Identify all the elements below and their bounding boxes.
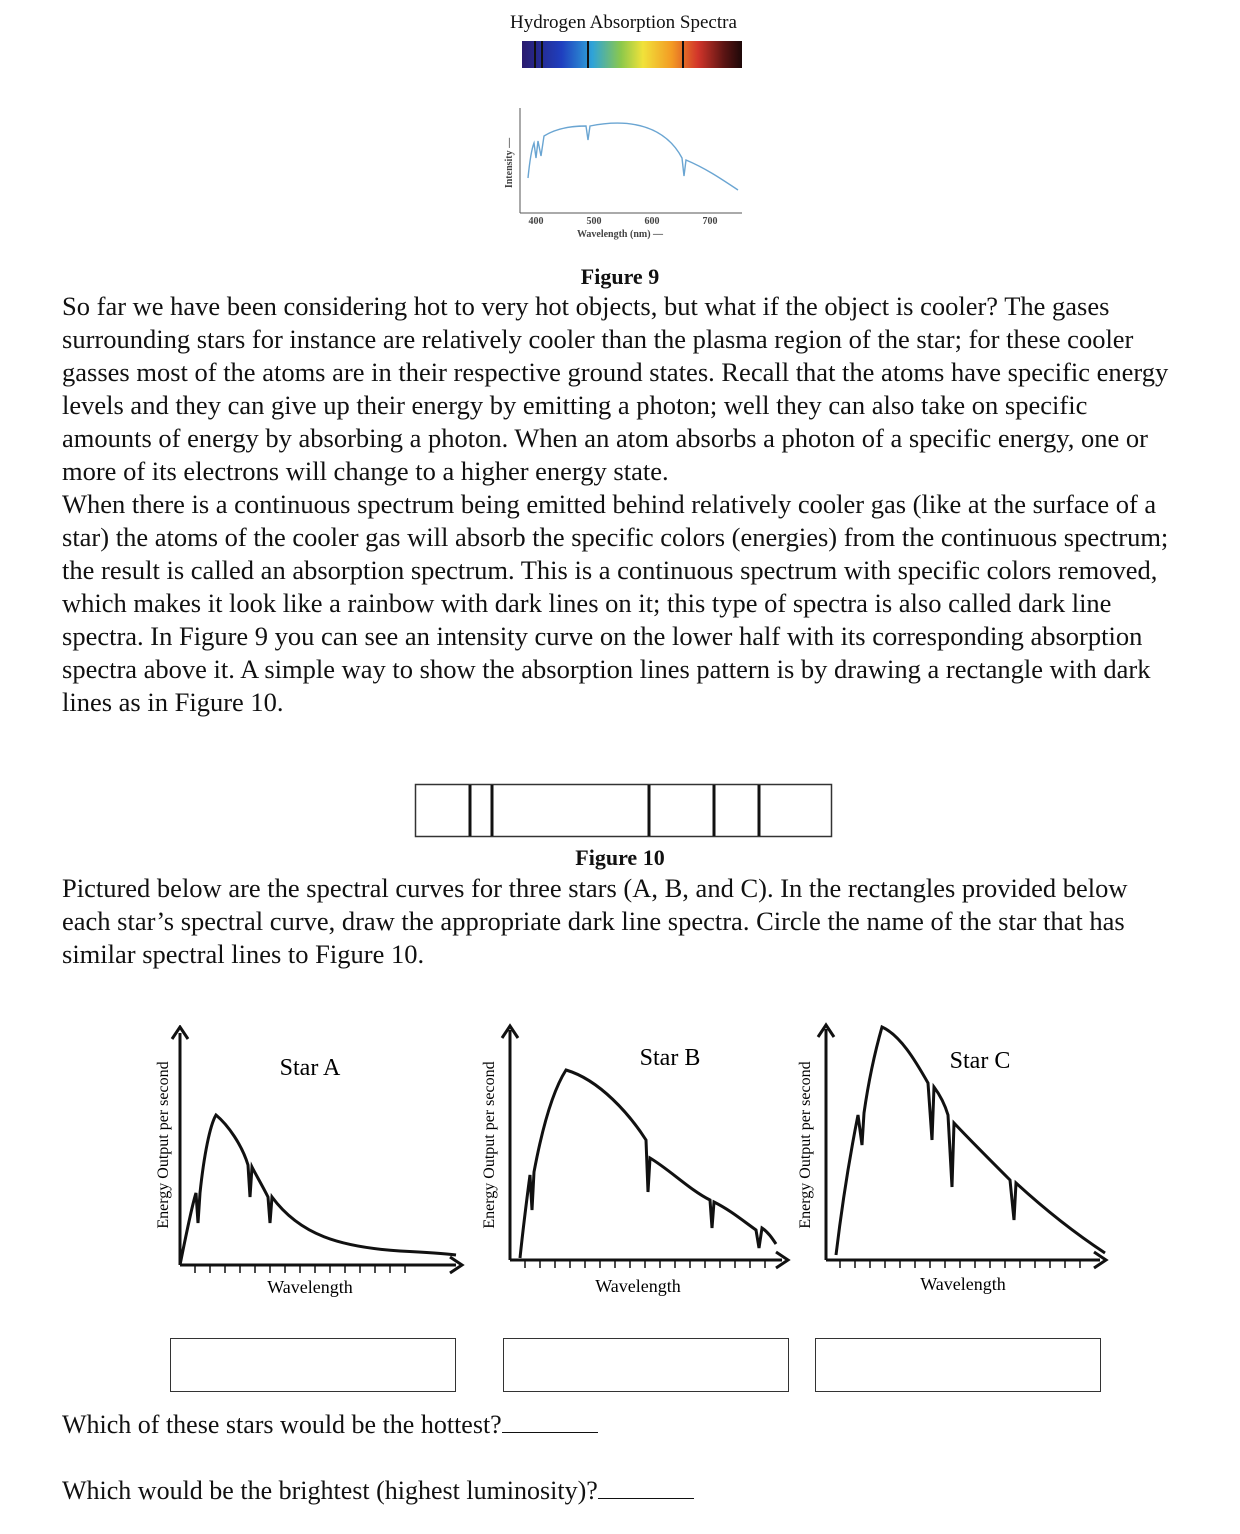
- question-brightest: [62, 1476, 694, 1506]
- question-brightest-text: Which would be the brightest (highest luminosity)?: [62, 1476, 598, 1505]
- star-a-xlabel: Wavelength: [267, 1277, 353, 1297]
- figure-9-caption: Figure 9: [580, 264, 660, 289]
- star-b-ylabel: Energy Output per second: [481, 1061, 498, 1229]
- figure-9: [0, 8, 1240, 289]
- star-c-name[interactable]: Star C: [949, 1048, 1011, 1074]
- star-a-chart: [150, 1025, 470, 1310]
- body-text: [62, 290, 1182, 719]
- star-a-answer-box[interactable]: [170, 1338, 456, 1392]
- paragraph-2: When there is a continuous spectrum being emitted behind relatively cooler gas (like at the surface of a star) the atoms of the cooler gas will absorb the specific colors (energies) from the continuous spectrum; the result is called an absorption spectrum. This is a continuous spectrum with specific colors removed, which makes it look like a rainbow with dark lines on it; this type of spectra is also called dark line spectra. In Figure 9 you can see an intensity curve on the lower half with its corresponding absorption spectra above it. A simple way to show the absorption lines pattern is by drawing a rectangle with dark lines as in Figure 10.: [62, 489, 1169, 717]
- spectrum-bar: [522, 41, 742, 68]
- figure-10-box: [416, 785, 832, 837]
- star-a-spectral-curve: [180, 1115, 456, 1265]
- figure-9-ylabel: Intensity —: [504, 137, 515, 189]
- star-a-ylabel: Energy Output per second: [155, 1061, 172, 1229]
- star-c-xlabel: Wavelength: [920, 1274, 1006, 1294]
- question-hottest: [62, 1410, 598, 1440]
- brightest-answer-blank[interactable]: [598, 1497, 694, 1499]
- star-b-spectral-curve: [520, 1070, 776, 1258]
- figure-9-xlabel: Wavelength (nm) —: [576, 229, 664, 240]
- figure-9-title: Hydrogen Absorption Spectra: [510, 12, 737, 33]
- figure-10-caption: Figure 10: [575, 845, 665, 870]
- question-hottest-text: Which of these stars would be the hottest?: [62, 1410, 502, 1439]
- figure-9-tick: 700: [702, 216, 718, 227]
- star-b-xlabel: Wavelength: [595, 1276, 681, 1296]
- figure-9-tick: 500: [586, 216, 602, 227]
- figure-9-chart: [490, 8, 760, 270]
- star-c-answer-box[interactable]: [815, 1338, 1101, 1392]
- figure-10-dark-line-spectrum: [414, 783, 834, 841]
- star-c-chart: [790, 1015, 1120, 1305]
- paragraph-1: So far we have been considering hot to very hot objects, but what if the object is cooler? The gases surrounding stars for instance are relatively cooler than the plasma region of the star; for these cooler gasses most of the atoms are in their respective ground states. Recall that the atoms have specific energy levels and they can give up their energy by emitting a photon; well they can also take on specific amounts of energy by absorbing a photon. When an atom absorbs a photon of a specific energy, one or more of its electrons will change to a higher energy state.: [62, 291, 1169, 486]
- figure-9-intensity-curve: [528, 123, 738, 190]
- star-b-answer-box[interactable]: [503, 1338, 789, 1392]
- star-b-chart: [470, 1020, 800, 1305]
- star-a-name[interactable]: Star A: [279, 1055, 341, 1081]
- star-c-ylabel: Energy Output per second: [797, 1061, 814, 1229]
- paragraph-3: Pictured below are the spectral curves for three stars (A, B, and C). In the rectangles provided below each star’s spectral curve, draw the appropriate dark line spectra. Circle the name of the star that has similar spectral lines to Figure 10.: [62, 873, 1128, 969]
- hottest-answer-blank[interactable]: [502, 1431, 598, 1433]
- figure-9-tick: 400: [528, 216, 544, 227]
- star-b-name[interactable]: Star B: [639, 1045, 701, 1071]
- figure-9-tick: 600: [644, 216, 660, 227]
